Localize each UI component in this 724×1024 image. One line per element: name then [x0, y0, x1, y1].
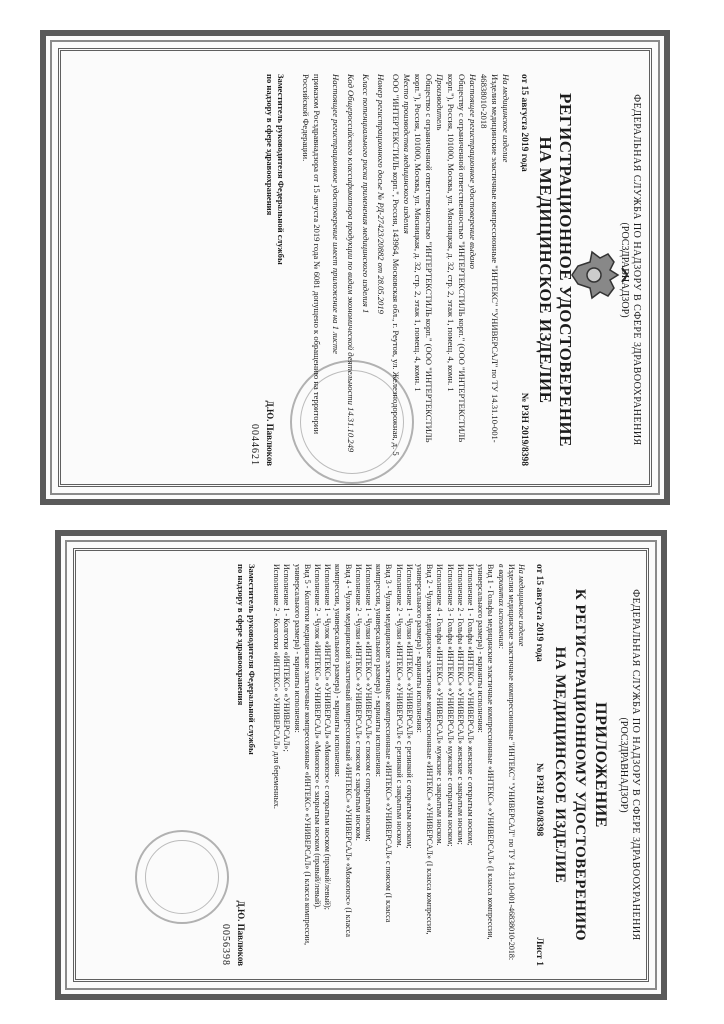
cert-line: Общество с ограниченной ответственностью "ИНТЕРТЕКСТИЛЬ корп." (ООО "ИНТЕРТЕКСТИЛЬ корп."), Россия, 101000, Москва, ул. Мясницкая, д. 32, стр. 2, этаж 1, помещ. 4, комн. 1	[413, 74, 434, 443]
appendix-agency: ФЕДЕРАЛЬНАЯ СЛУЖБА ПО НАДЗОРУ В СФЕРЕ ЗДРАВООХРАНЕНИЯ	[630, 589, 641, 941]
appendix-line: в вариантах исполнения:	[496, 564, 506, 649]
appendix-line: Исполнение 2 - Чулок «ИНТЕКС» «УНИВЕРСАЛ» «Монопоэс» с закрытым носком (правый/левый).	[312, 564, 322, 909]
appendix-line: Вид 3 - Чулки медицинские эластичные компрессионные «ИНТЕКС» «УНИВЕРСАЛ» с поясом (I класса компрессии, универсального размера) - варианты исполнения:	[374, 564, 394, 923]
appendix-line: Исполнение 1 - Чулки «ИНТЕКС» «УНИВЕРСАЛ» с резинкой с открытым носком;	[404, 564, 414, 849]
cert-line: На медицинское изделие	[501, 74, 511, 163]
appendix-line: Вид 2 - Чулки медицинские эластичные компрессионные «ИНТЕКС» «УНИВЕРСАЛ» (I класса компрессии, универсального размера) - варианты исполнения:	[414, 564, 435, 935]
appendix-body	[271, 564, 526, 966]
appendix-title-line1: ПРИЛОЖЕНИЕ	[592, 702, 609, 828]
cert-line: Код Общероссийского классификатора продукции по видам экономической деятельности 14.31.10.249	[346, 74, 356, 453]
appendix-serial: 0056398	[219, 924, 231, 966]
appendix-title-line3: НА МЕДИЦИНСКОЕ ИЗДЕЛИЕ	[552, 646, 568, 884]
appendix-line: Изделия медицинские эластичные компрессионные "ИНТЕКС" "УНИВЕРСАЛ" по ТУ 14.31.10-001-46838010-2018:	[506, 564, 516, 961]
appendix-sheet-label: Лист 1	[534, 937, 544, 966]
cert-line: Изделия медицинские эластичные компрессионные "ИНТЕКС" "УНИВЕРСАЛ" по ТУ 14.31.10-001-46838010-2018	[479, 74, 500, 443]
appendix-line: Исполнение 1 - Чулки «ИНТЕКС» «УНИВЕРСАЛ» с поясом с открытым носком;	[363, 564, 373, 842]
certificate-number: № РЗН 2019/8398	[519, 392, 529, 466]
certificate-agency: ФЕДЕРАЛЬНАЯ СЛУЖБА ПО НАДЗОРУ В СФЕРЕ ЗДРАВООХРАНЕНИЯ	[631, 94, 642, 446]
appendix-line: Исполнение 2 - Чулки «ИНТЕКС» «УНИВЕРСАЛ» с поясом с закрытым носком.	[353, 564, 363, 841]
appendix-line: Вид 5 - Колготки медицинские эластичные компрессионные «ИНТЕКС» «УНИВЕРСАЛ» (I класса компрессии, универсального размера) - варианты исполнения:	[292, 564, 312, 945]
appendix-number: № РЗН 2019/8398	[534, 762, 544, 837]
appendix-line: Исполнение 3 - Гольфы «ИНТЕКС» «УНИВЕРСАЛ» мужские с открытым носком;	[445, 564, 455, 847]
certificate-order: приказом Росздравнадзора от 15 августа 2019 года № 6081 допущено к обращению на территории Российской Федерации.	[301, 74, 322, 435]
cert-line: Класс потенциального риска применения медицинского изделия 1	[361, 74, 371, 314]
certificate-body	[300, 74, 511, 466]
appendix-line: Вид 1 - Гольфы медицинские эластичные компрессионные «ИНТЕКС» «УНИВЕРСАЛ» (I класса компрессии, универсального размера) - варианты исполнения:	[476, 564, 496, 940]
certificate-title-line2: НА МЕДИЦИНСКОЕ ИЗДЕЛИЕ	[536, 136, 555, 404]
appendix-signer-title: Заместитель руководителя Федеральной службы по надзору в сфере здравоохранения	[235, 564, 257, 755]
appendix-line: Исполнение 1 - Колготки «ИНТЕКС» «УНИВЕРСАЛ»;	[282, 564, 292, 752]
appendix-agency-short: (РОСЗДРАВНАДЗОР)	[618, 717, 629, 813]
appendix-date: от 15 августа 2019 года	[534, 564, 544, 662]
appendix-line: Исполнение 2 - Чулки «ИНТЕКС» «УНИВЕРСАЛ» с резинкой с закрытым носком.	[394, 564, 404, 848]
appendix-line: Вид 4 - Чулок медицинский эластичный компрессионный «ИНТЕКС» «УНИВЕРСАЛ» «Монопоэс» (I класса компрессии, универсального размера) - варианты исполнения:	[333, 564, 353, 937]
appendix-line: Исполнение 2 - Колготки «ИНТЕКС» «УНИВЕРСАЛ» для беременных.	[272, 564, 282, 809]
certificate-signer-name: Д.Ю. Павлюков	[265, 400, 275, 466]
appendix-dateline	[534, 564, 544, 966]
certificate-sheet	[40, 30, 670, 505]
certificate-dateline	[519, 74, 529, 466]
certificate-signer-title: Заместитель руководителя Федеральной службы по надзору в сфере здравоохранения	[265, 74, 286, 265]
appendix-sheet	[55, 530, 667, 1000]
cert-line: Номер регистрационного досье № РД-27423/20882 от 28.05.2019	[376, 74, 386, 314]
certificate-signature-block	[264, 74, 286, 466]
appendix-signer-name: Д.Ю. Павлюков	[235, 900, 246, 966]
certificate-date: от 15 августа 2019 года	[519, 74, 529, 172]
certificate-content	[82, 70, 642, 470]
cert-line: Настоящее регистрационное удостоверение имеет приложение на 1 листе	[331, 74, 341, 354]
cert-line: ООО "ИНТЕРТЕКСТИЛЬ корп.", Россия, 143964, Московская обл., г. Реутов, ул. Железнодорожная, д. 5	[391, 74, 401, 456]
appendix-line: На медицинское изделие	[517, 564, 526, 647]
appendix-signature-block	[235, 564, 257, 966]
cert-line: Производитель	[435, 74, 445, 131]
appendix-line: Исполнение 1 - Гольфы «ИНТЕКС» «УНИВЕРСАЛ» женские с открытым носком;	[465, 564, 475, 846]
cert-line: Обществу с ограниченной ответственностью "ИНТЕРТЕКСТИЛЬ корп." (ООО "ИНТЕРТЕКСТИЛЬ корп."), Россия, 101000, Москва, ул. Мясницкая, д. 32, стр. 2, этаж 1, помещ. 4, комн. 1	[446, 74, 467, 443]
certificate-title-line1: РЕГИСТРАЦИОННОЕ УДОСТОВЕРЕНИЕ	[556, 93, 575, 447]
appendix-content	[89, 560, 641, 970]
appendix-line: Исполнение 4 - Гольфы «ИНТЕКС» «УНИВЕРСАЛ» мужские с закрытым носком.	[435, 564, 445, 846]
certificate-serial: 0044621	[249, 424, 260, 466]
cert-line: Место производства медицинского изделия	[402, 74, 412, 234]
appendix-line: Исполнение 2 - Гольфы «ИНТЕКС» «УНИВЕРСАЛ» женские с закрытым носком;	[455, 564, 465, 845]
appendix-title-line2: К РЕГИСТРАЦИОННОМУ УДОСТОВЕРЕНИЮ	[572, 588, 588, 942]
certificate-agency-short: (РОСЗДРАВНАДЗОР)	[619, 222, 630, 318]
appendix-line: Исполнение 1 - Чулок «ИНТЕКС» «УНИВЕРСАЛ» «Монопоэс» с открытым носком (правый/левый);	[323, 564, 333, 910]
cert-line: Настоящее регистрационное удостоверение выдано	[468, 74, 478, 269]
